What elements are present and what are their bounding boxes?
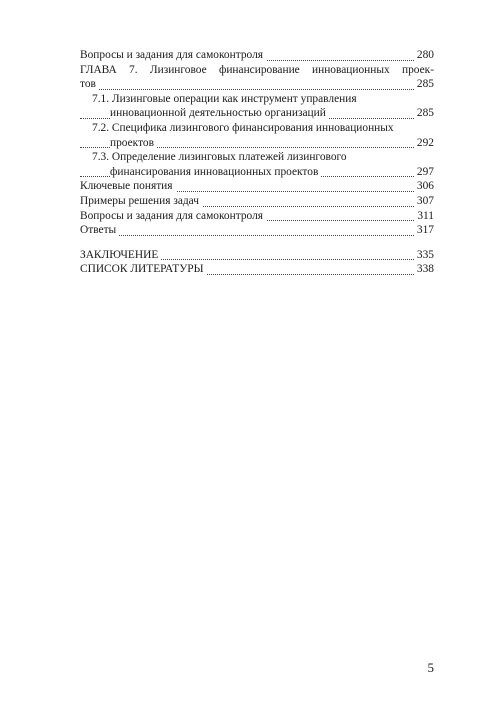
- toc-entry-key-concepts: [80, 179, 434, 194]
- toc-entry-page: 335: [414, 248, 434, 263]
- toc-entry-page: 307: [414, 194, 434, 209]
- dot-leader: [80, 235, 434, 236]
- toc-entry-title: проектов: [110, 137, 157, 149]
- toc-entry-section-7-1: [80, 106, 434, 121]
- page-number: 5: [427, 660, 434, 675]
- toc-entry-title: тов: [80, 78, 99, 90]
- toc-section-7-2-title: 7.2. Специфика лизингового финансирования инновационных: [92, 121, 394, 134]
- toc-entry-section-7-2: [80, 136, 434, 151]
- toc-entry-title: инновационной деятельностью организаций: [110, 107, 329, 119]
- toc-entry-references: [80, 262, 434, 277]
- toc-entry-title: Вопросы и задания для самоконтроля: [80, 210, 266, 222]
- toc-chapter-7-title: ГЛАВА 7. Лизинговое финансирование инновационных проек-: [80, 63, 434, 76]
- toc-entry-page: 285: [414, 106, 434, 121]
- toc-entry-title: Примеры решения задач: [80, 195, 202, 207]
- toc-entry-page: 280: [414, 48, 434, 63]
- toc-section-7-3-title: 7.3. Определение лизинговых платежей лизингового: [92, 151, 347, 164]
- toc-section-7-1-title: 7.1. Лизинговые операции как инструмент управления: [92, 92, 357, 105]
- toc-entry-answers: [80, 223, 434, 238]
- dot-leader: [80, 89, 434, 90]
- toc-entry-self-check-2: [80, 209, 434, 224]
- toc-entry-page: 317: [414, 223, 434, 238]
- toc-entry-page: 338: [414, 262, 434, 277]
- toc-entry-title: СПИСОК ЛИТЕРАТУРЫ: [80, 263, 207, 275]
- toc-entry-page: 311: [414, 209, 434, 224]
- toc-entry-title: Вопросы и задания для самоконтроля: [80, 49, 266, 61]
- toc-entry-conclusion: [80, 248, 434, 263]
- toc-entry-title: ЗАКЛЮЧЕНИЕ: [80, 249, 161, 261]
- toc-entry-page: 285: [414, 77, 434, 92]
- toc-entry-page: 297: [414, 165, 434, 180]
- toc-entry-examples: [80, 194, 434, 209]
- toc-entry-self-check-1: [80, 48, 434, 63]
- toc-entry-chapter-7: [80, 77, 434, 92]
- toc-entry-title: Ответы: [80, 224, 119, 236]
- toc-entry-page: 306: [414, 179, 434, 194]
- toc-entry-title: Ключевые понятия: [80, 180, 176, 192]
- toc-entry-title: финансирования инновационных проектов: [110, 166, 321, 178]
- toc-entry-section-7-3: [80, 165, 434, 180]
- table-of-contents: [80, 48, 434, 277]
- toc-entry-page: 292: [414, 136, 434, 151]
